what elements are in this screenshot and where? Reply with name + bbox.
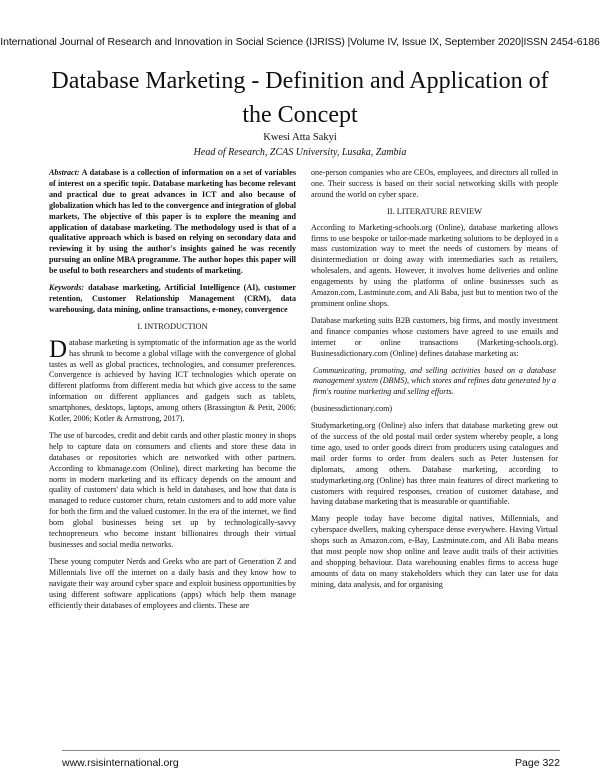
intro-paragraph-2: The use of barcodes, credit and debit cards and other plastic money in shops help to capture data on consumers and clients and store these data in databases or repositories which are networked with other partners. According to kbmanage.com (Online), direct marketing has become the norm in modern marketing and its efficacy depends on the amount and quality of customers' data which is held in databases, and how that data is managed to reduce customer churn, retain customers and to add more value for both the firm and the valued customer. In the era of the internet, we find born global businesses being set up by technologically-savvy technopreneurs who become instant billionaires through their virtual businesses and social media networks.: [49, 430, 296, 549]
lit-paragraph-4: Many people today have become digital natives, Millennials, and cyberspace dwellers, making cyberspace dense everywhere. Having Virtual shops such as Amazon.com, e-Bay, Lastminute.com, and Ali Baba means that most people now shop online and leave audit trails of their activities and shopping behaviour. Data warehousing enables firms to access huge amounts of data on many stakeholders which they can later use for data mining, data analysis, and for organising: [311, 514, 558, 589]
author-affiliation: Head of Research, ZCAS University, Lusaka, Zambia: [193, 147, 407, 158]
quote-citation: (businessdictionary.com): [311, 404, 393, 414]
intro-paragraph-3: These young computer Nerds and Geeks who are part of Generation Z and Millennials live off the internet on a daily basis and they know how to navigate their way around cyber space and exploit business opportunities by using different software applications (apps) which help them manage efficiently their databases of employees and clients. These are: [49, 556, 296, 610]
author-name: Kwesi Atta Sakyi: [263, 132, 337, 143]
keywords: [49, 283, 296, 316]
section-heading-introduction: I. INTRODUCTION: [137, 321, 208, 331]
journal-header: International Journal of Research and Innovation in Social Science (IJRISS) |Volume IV, Issue IX, September 2020|ISSN 2454-6186: [0, 36, 600, 48]
lit-paragraph-2: Database marketing suits B2B customers, big firms, and mostly investment and finance companies whose customers have agreed to use emails and internet or online transactions (Marketing-schools.org). Businessdictionary.com (Online) defines database marketing as:: [311, 315, 558, 358]
footer-website: www.rsisinternational.org: [62, 757, 179, 769]
intro-paragraph-1: [49, 335, 296, 425]
abstract: [49, 168, 296, 277]
abstract-text: A database is a collection of information on a set of variables of interest on a specific topic. Database marketing has become relevant and practical due to great advances in ICT and also because of globalization which has led to the convergence and integration of global markets, The objective of this paper is to explore the meaning and application of database marketing. The methodology used is that of a qualitative approach which is based on relying on secondary data and reviewing it by using the author's insights gained he was recently pursuing an online MBA programme. The author hopes this paper will be useful to both researchers and students of marketing.: [49, 168, 296, 276]
footer-divider: [62, 750, 560, 751]
right-paragraph-0: one-person companies who are CEOs, employees, and directors all rolled in one. Their success is based on their social networking skills with people around the world on cyber space.: [311, 168, 558, 199]
lit-paragraph-1: According to Marketing-schools.org (Online), database marketing allows firms to use bespoke or tailor-made marketing solutions to be deployed in a mass customization way to meet the needs of customers by means of disintermediation or doing away with intermediaries such as retailers, wholesalers, and agents. However, it involves home deliveries and online engagements by using the platforms of online businesses such as Amazon.com, Lastminute.com, and Ali Baba, just but to mention two of the prominent online shops.: [311, 222, 558, 308]
keywords-text: database marketing, Artificial Intelligence (AI), customer retention, Customer Relationship Management (CRM), data warehousing, data mining, online transactions, e-money, convergence: [49, 283, 296, 314]
left-column: [49, 168, 296, 617]
keywords-label: Keywords:: [49, 283, 85, 293]
lit-paragraph-3: Studymarketing.org (Online) also infers that database marketing grew out of the success of the old postal mail order system whereby people, a long time ago, used to order goods direct from producers using catalogues and mail order forms to order from dealers such as Peter Justensen for diplomats, among others. Database marketing, according to studymarketing.org (Online) has three main features of direct marketing to customers with required responses, creation of customer database, and having database marketing that is measurable or quantifiable.: [311, 421, 558, 507]
abstract-label: Abstract:: [49, 168, 80, 177]
section-heading-literature-review: II. LITERATURE REVIEW: [386, 206, 483, 216]
intro-paragraph-1-text: atabase marketing is symptomatic of the information age as the world has shrunk to become a global village with the convergence of global tastes as well as global practices, technologies, and consumer preferences. Convergence is achieved by having ICT technologies which operate on different platforms from different media but which give access to the same information on different appliances and gadgets such as tablets, smartphones, desktops, laptops, among others (Brassington & Petit, 2006; Kotler, 2006; Kotler & Armstrong, 2017).: [49, 337, 296, 424]
right-column: [311, 168, 558, 597]
definition-quote: Communicating, promoting, and selling activities based on a database management system (DBMS), which stores and refines data generated by a firm's routine marketing and selling efforts.: [313, 365, 556, 397]
paper-title: Database Marketing - Definition and Application of the Concept: [51, 68, 549, 128]
footer-page-number: Page 322: [515, 757, 560, 769]
drop-cap: D: [49, 335, 68, 363]
